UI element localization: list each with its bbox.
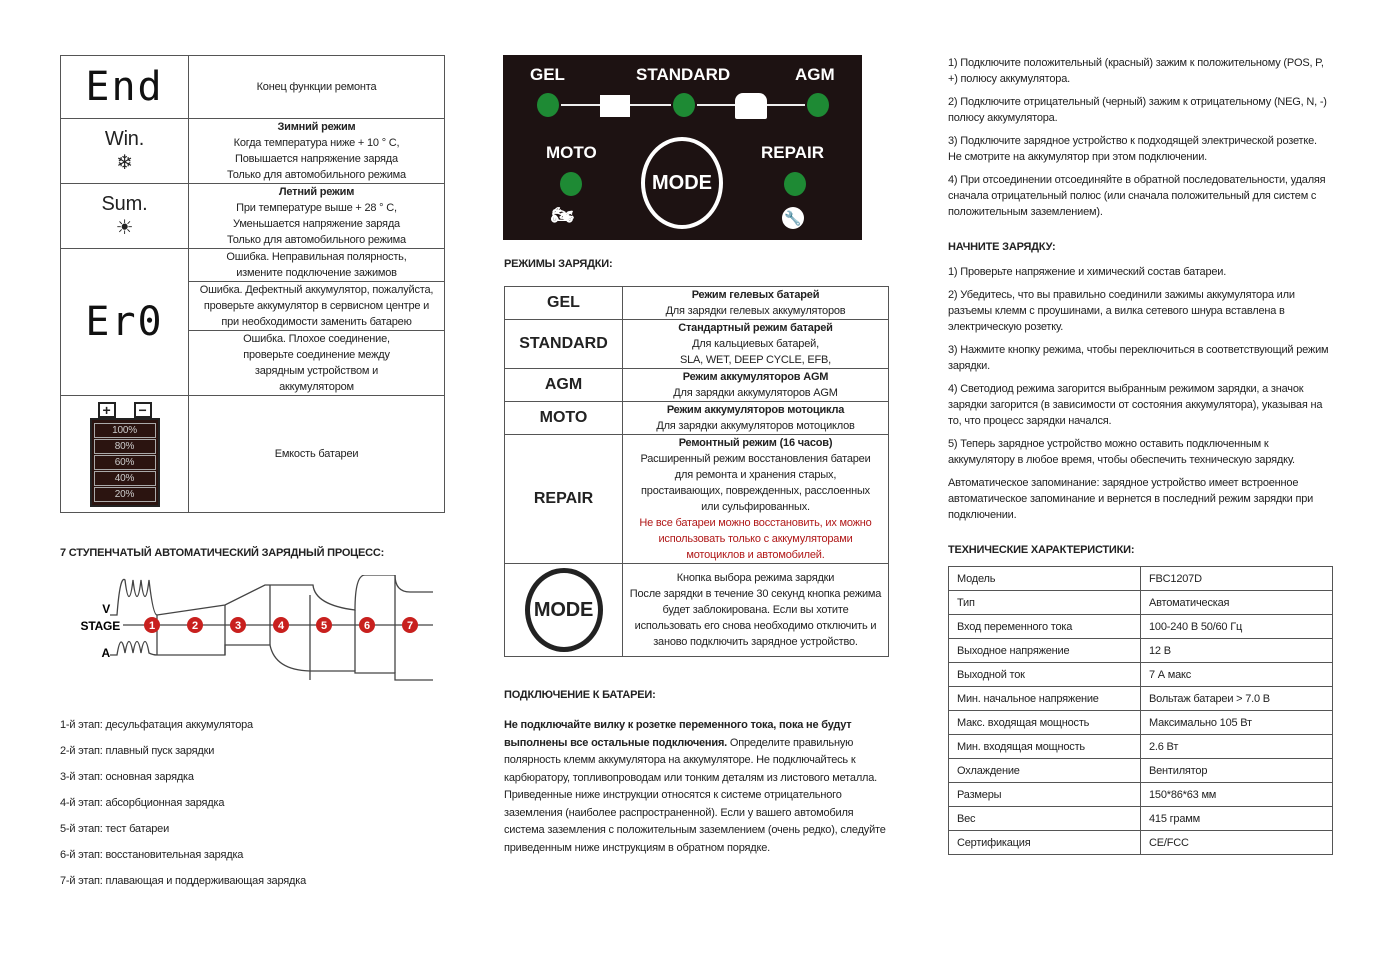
wrench-icon: 🔧 — [782, 207, 804, 229]
battery-level: 60% — [94, 455, 156, 470]
mode-name: REPAIR — [505, 435, 623, 564]
start-step: 5) Теперь зарядное устройство можно оставить подключенным к аккумулятору в любое время, чтобы обеспечить техническую зарядку. — [948, 438, 1295, 466]
spec-row — [949, 567, 1333, 591]
stage-number: 6 — [364, 620, 370, 632]
spec-value: 2.6 Вт — [1141, 735, 1333, 759]
spec-label: Тип — [949, 591, 1141, 615]
spec-value: 7 А макс — [1141, 663, 1333, 687]
connect-step: 2) Подключите отрицательный (черный) зажим к отрицательному (NEG, N, -) полюсу аккумулятора. — [948, 96, 1327, 124]
error-symbol: Er0 — [61, 249, 189, 396]
spec-row — [949, 759, 1333, 783]
connect-text: Определите правильную полярность клемм аккумулятора на аккумуляторе. Не подключайтесь к карбюратору, топливопроводам или тонким деталям из листового металла. Приведенные ниже инструкции относятся к системе отрицательного заземления (наиболее распространенной). Если у вашего автомобиля система заземления с положительным заземлением (очень редко), следуйте приведенным ниже инструкциям в обратном порядке. — [504, 736, 886, 854]
spec-value: 12 В — [1141, 639, 1333, 663]
spec-row — [949, 783, 1333, 807]
left-column — [60, 55, 445, 899]
winter-description: Зимний режим Когда температура ниже + 10 ° C, Повышается напряжение заряда Только для автомобильного режима — [189, 119, 445, 184]
start-steps — [948, 264, 1333, 530]
connect-step: 4) При отсоединении отсоединяйте в обратной последовательности, удаляя сначала отрицательный полюс (или сначала положительный для систем с положительным заземлением). — [948, 174, 1326, 218]
auto-memory-note: Автоматическое запоминание: зарядное устройство имеет встроенное автоматическое запоминание и вернется в последний режим зарядки при подключении. — [948, 477, 1314, 521]
stage-number: 3 — [235, 620, 241, 632]
stage-number: 4 — [278, 620, 284, 632]
spec-value: 100-240 В 50/60 Гц — [1141, 615, 1333, 639]
battery-icon — [90, 402, 160, 507]
summer-description: Летний режим При температуре выше + 28 ° C, Уменьшается напряжение заряда Только для автомобильного режима — [189, 184, 445, 249]
start-step: 4) Светодиод режима загорится выбранным режимом зарядки, а значок зарядки загорится (в зависимости от состояния аккумулятора), указывая на то, что процесс зарядки начался. — [948, 383, 1323, 427]
mode-title: Ремонтный режим (16 часов) — [678, 437, 833, 449]
spec-value: Максимально 105 Вт — [1141, 711, 1333, 735]
mode-button-icon: MODE — [505, 564, 623, 657]
panel-repair-label: REPAIR — [761, 143, 824, 162]
mode-desc: Для зарядки аккумуляторов AGM — [673, 387, 838, 399]
motorcycle-icon: 🏍 — [551, 205, 574, 225]
v-label: V — [102, 602, 110, 616]
panel-agm-label: AGM — [795, 65, 835, 84]
modes-table — [504, 286, 889, 657]
spec-row — [949, 831, 1333, 855]
connect-paragraph — [504, 717, 889, 857]
summer-symbol: Sum. ☀ — [61, 184, 189, 249]
mode-button-graphic: MODE — [641, 137, 723, 229]
error-connection: Ошибка. Плохое соединение, проверьте соединение между зарядным устройством и аккумулятором — [189, 331, 445, 396]
stage-number: 7 — [407, 620, 413, 632]
mode-title: Режим аккумуляторов AGM — [682, 371, 829, 383]
spec-label: Мин. входящая мощность — [949, 735, 1141, 759]
gel-led — [537, 93, 559, 117]
battery-description: Емкость батареи — [189, 396, 445, 513]
end-description: Конец функции ремонта — [189, 56, 445, 119]
repair-led — [784, 172, 806, 196]
stage-item: 3-й этап: основная зарядка — [60, 771, 194, 783]
standard-led — [673, 93, 695, 117]
battery-level: 100% — [94, 423, 156, 438]
spec-label: Выходной ток — [949, 663, 1141, 687]
spec-row — [949, 615, 1333, 639]
stage-list — [60, 717, 445, 899]
spec-label: Модель — [949, 567, 1141, 591]
spec-row — [949, 663, 1333, 687]
panel-gel-label: GEL — [530, 65, 565, 84]
mode-desc: После зарядки в течение 30 секунд кнопка режима будет заблокирована. Если вы хотите использовать его снова необходимо отключить и заново подключить зарядное устройство. — [629, 588, 882, 648]
start-step: 3) Нажмите кнопку режима, чтобы переключиться в соответствующий режим зарядки. — [948, 344, 1329, 372]
spec-value: Вольтаж батареи > 7.0 В — [1141, 687, 1333, 711]
a-label: A — [101, 646, 110, 660]
spec-label: Размеры — [949, 783, 1141, 807]
indicator-table — [60, 55, 445, 513]
stage-item: 6-й этап: восстановительная зарядка — [60, 849, 244, 861]
battery-level: 80% — [94, 439, 156, 454]
spec-label: Вход переменного тока — [949, 615, 1141, 639]
mode-desc: Для кальциевых батарей, — [692, 338, 819, 350]
spec-label: Макс. входящая мощность — [949, 711, 1141, 735]
start-step: 1) Проверьте напряжение и химический состав батареи. — [948, 266, 1227, 278]
car-icon — [735, 93, 767, 119]
stage-number: 5 — [321, 620, 327, 632]
connect-step: 3) Подключите зарядное устройство к подходящей электрической розетке. Не смотрите на аккумулятор при этом подключении. — [948, 135, 1317, 163]
stage-item: 2-й этап: плавный пуск зарядки — [60, 745, 215, 757]
mode-name: MOTO — [505, 402, 623, 435]
spec-value: 415 грамм — [1141, 807, 1333, 831]
sun-icon: ☀ — [115, 217, 134, 239]
mode-title: Режим гелевых батарей — [691, 289, 820, 301]
connect-step: 1) Подключите положительный (красный) зажим к положительному (POS, P, +) полюсу аккумулятора. — [948, 57, 1324, 85]
connect-steps — [948, 55, 1333, 227]
connect-warning: Не подключайте вилку к розетке переменного тока, пока не будут выполнены все остальные подключения. — [504, 719, 852, 749]
mode-desc: Для зарядки аккумуляторов мотоциклов — [656, 420, 855, 432]
stage-diagram — [65, 575, 435, 683]
mode-name: GEL — [505, 287, 623, 320]
start-step: 2) Убедитесь, что вы правильно соединили зажимы аккумулятора или разъемы клемм с проушинами, а вилка сетевого шнура вставлена в электрическую розетку. — [948, 289, 1295, 333]
battery-level: 40% — [94, 471, 156, 486]
spec-value: Вентилятор — [1141, 759, 1333, 783]
spec-row — [949, 687, 1333, 711]
stage-item: 1-й этап: десульфатация аккумулятора — [60, 719, 253, 731]
spec-label: Сертификация — [949, 831, 1141, 855]
spec-value: FBC1207D — [1141, 567, 1333, 591]
connect-heading: ПОДКЛЮЧЕНИЕ К БАТАРЕИ: — [504, 689, 656, 701]
mode-name: AGM — [505, 369, 623, 402]
agm-led — [807, 93, 829, 117]
mode-desc: Кнопка выбора режима зарядки — [676, 572, 835, 584]
error-polarity: Ошибка. Неправильная полярность, измените подключение зажимов — [189, 249, 445, 282]
battery-symbol — [61, 396, 189, 513]
stage-number: 1 — [149, 620, 155, 632]
stage-item: 7-й этап: плавающая и поддерживающая зарядка — [60, 875, 306, 887]
error-defective: Ошибка. Дефектный аккумулятор, пожалуйста, проверьте аккумулятор в сервисном центре и при необходимости заменить батарею — [189, 282, 445, 331]
stage-item: 4-й этап: абсорбционная зарядка — [60, 797, 225, 809]
winter-symbol: Win. ❄ — [61, 119, 189, 184]
spec-value: CE/FCC — [1141, 831, 1333, 855]
mode-desc: SLA, WET, DEEP CYCLE, EFB, — [679, 354, 832, 366]
stage-label: STAGE — [80, 619, 120, 633]
end-symbol: End — [61, 56, 189, 119]
specs-table — [948, 566, 1333, 855]
minus-terminal-icon: − — [134, 402, 152, 418]
repair-warning: Не все батареи можно восстановить, их можно использовать только с аккумуляторами мотоциклов и автомобилей. — [639, 517, 872, 561]
battery-level: 20% — [94, 487, 156, 502]
spec-label: Выходное напряжение — [949, 639, 1141, 663]
battery-icon — [600, 95, 630, 117]
middle-column — [504, 55, 889, 857]
spec-row — [949, 807, 1333, 831]
plus-terminal-icon: + — [98, 402, 116, 418]
spec-row — [949, 735, 1333, 759]
mode-title: Стандартный режим батарей — [678, 322, 833, 334]
mode-desc: Расширенный режим восстановления батареи для ремонта и хранения старых, простаивающих, поврежденных, расслоенных или сульфированных. — [640, 453, 871, 513]
modes-heading: РЕЖИМЫ ЗАРЯДКИ: — [504, 258, 613, 270]
snowflake-icon: ❄ — [116, 152, 133, 174]
moto-led — [560, 172, 582, 196]
mode-name: STANDARD — [505, 320, 623, 369]
start-heading: НАЧНИТЕ ЗАРЯДКУ: — [948, 241, 1056, 253]
spec-label: Охлаждение — [949, 759, 1141, 783]
spec-label: Вес — [949, 807, 1141, 831]
spec-row — [949, 639, 1333, 663]
spec-value: Автоматическая — [1141, 591, 1333, 615]
panel-moto-label: MOTO — [546, 143, 597, 162]
mode-title: Режим аккумуляторов мотоцикла — [666, 404, 845, 416]
spec-row — [949, 711, 1333, 735]
spec-value: 150*86*63 мм — [1141, 783, 1333, 807]
control-panel-image — [503, 55, 862, 240]
specs-heading: ТЕХНИЧЕСКИЕ ХАРАКТЕРИСТИКИ: — [948, 544, 1135, 556]
stage-item: 5-й этап: тест батареи — [60, 823, 170, 835]
spec-label: Мин. начальное напряжение — [949, 687, 1141, 711]
process-heading: 7 СТУПЕНЧАТЫЙ АВТОМАТИЧЕСКИЙ ЗАРЯДНЫЙ ПРОЦЕСС: — [60, 547, 385, 559]
spec-row — [949, 591, 1333, 615]
panel-standard-label: STANDARD — [636, 65, 731, 84]
right-column — [948, 55, 1333, 855]
stage-number: 2 — [192, 620, 198, 632]
mode-desc: Для зарядки гелевых аккумуляторов — [665, 305, 846, 317]
